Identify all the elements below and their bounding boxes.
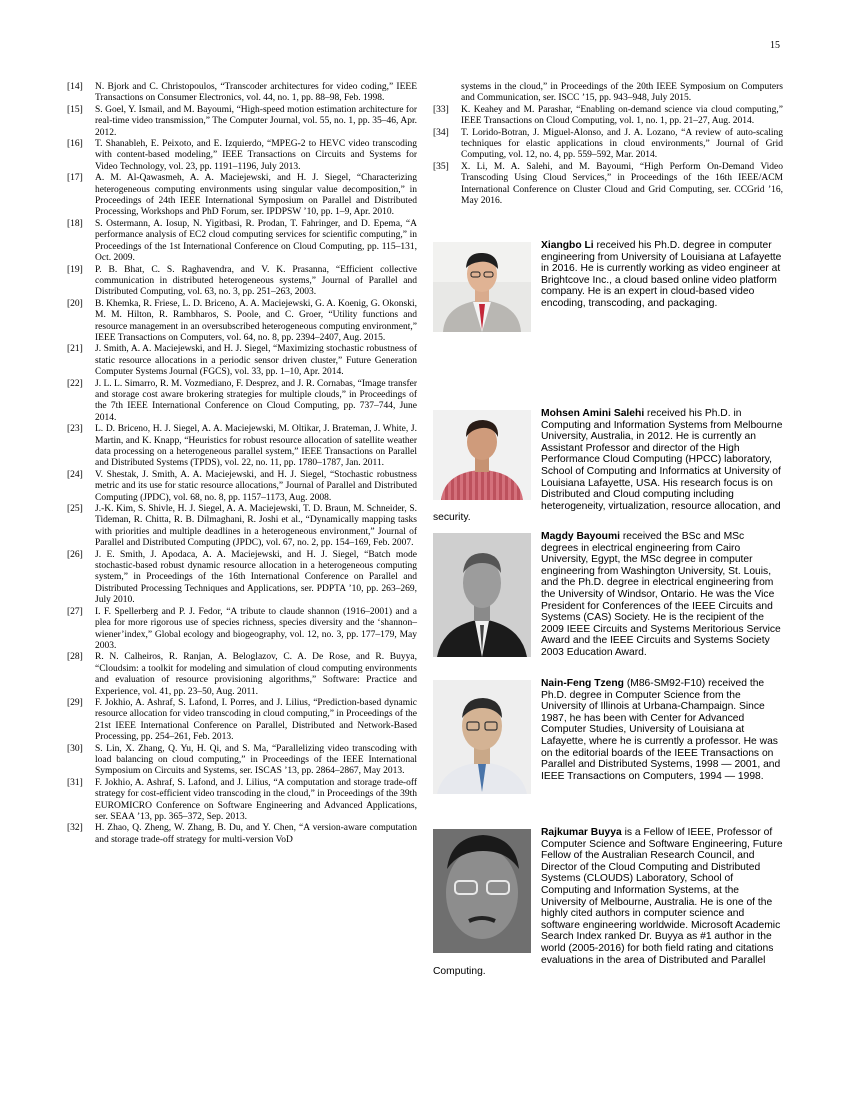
reference-number: [21]: [67, 344, 83, 355]
reference-item: [433, 162, 783, 208]
portrait-photo-icon: [433, 410, 531, 500]
reference-number: [20]: [67, 298, 83, 309]
reference-number: [34]: [433, 127, 449, 138]
author-bio-text: received his Ph.D. degree in computer engineering from University of Louisiana at Lafayette in 2016. He is currently working as video engineer at Brightcove Inc., a cloud based online video platform company. He is an expert in cloud-based video encoding, transcoding, and packaging.: [541, 240, 782, 309]
reference-text: F. Jokhio, A. Ashraf, S. Lafond, and J. Lilius, “A computation and storage trade-off strategy for cost-efficient video transcoding in the cloud,” in Proceedings of the 39th EUROMICRO Conference on Software Engineering and Advanced Applications, ser. SEAA ’13, pp. 365–372, Sep. 2013.: [95, 777, 417, 822]
reference-number: [27]: [67, 606, 83, 617]
portrait-photo-icon: [433, 680, 531, 794]
reference-item: [433, 128, 783, 162]
reference-number: [33]: [433, 104, 449, 115]
reference-text: S. Ostermann, A. Iosup, N. Yigitbasi, R. Prodan, T. Fahringer, and D. Epema, “A performance analysis of EC2 cloud computing services for scientific computing,” in Proceedings of the 1st International Conference on Cloud Computing, pp. 115–131, Oct. 2009.: [95, 218, 417, 264]
author-name: Xiangbo Li: [541, 240, 594, 251]
reference-item: [67, 105, 417, 139]
reference-number: [35]: [433, 161, 449, 172]
reference-item: [67, 219, 417, 265]
reference-item: [67, 778, 417, 824]
reference-text: J. L. L. Simarro, R. M. Vozmediano, F. Desprez, and J. R. Cornabas, “Image transfer and storage cost aware brokering strategies for multiple clouds,” in Proceedings of the 7th IEEE International Conference on Cloud Computing, pp. 737–744, June 2014.: [95, 378, 417, 423]
reference-text: A. M. Al-Qawasmeh, A. A. Maciejewski, and H. J. Siegel, “Characterizing heterogeneous computing environments using singular value decomposition,” in Proceedings of 24th IEEE International Symposium on Parallel and Distributed Processing, Workshops and PhD Forum, ser. IPDPSW ’10, pp. 1–9, Apr. 2010.: [95, 173, 417, 218]
reference-number: [19]: [67, 264, 83, 275]
reference-text: N. Bjork and C. Christopoulos, “Transcoder architectures for video coding,” IEEE Transactions on Consumer Electronics, vol. 44, no. 1, pp. 88–98, Feb. 1998.: [95, 82, 417, 104]
portrait-photo-icon: [433, 829, 531, 953]
reference-number: [24]: [67, 469, 83, 480]
reference-text: L. D. Briceno, H. J. Siegel, A. A. Maciejewski, M. Oltikar, J. Brateman, J. White, J. Martin, and K. Knapp, “Heuristics for robust resource allocation of satellite weather data processing on a heterogeneous parallel system,” IEEE Transactions on Parallel and Distributed Systems (TPDS), vol. 22, no. 11, pp. 1780–1787, Jan. 2011.: [95, 424, 417, 469]
author-bio-text: is a Fellow of IEEE, Professor of Computer Science and Software Engineering, Future Fellow of the Australian Research Council, and Director of the Cloud Computing and Distributed Systems (CLOUDS) Laboratory, School of Computing and Information Systems, at the University of Melbourne, Australia. He is one of the highly cited authors in computer science and software engineering worldwide. Microsoft Academic Search Index ranked Dr. Buyya as #1 author in the world (2005-2016) for both field rating and citations evaluations in the area of Distributed and Parallel Computing.: [433, 827, 783, 978]
reference-item: [67, 698, 417, 744]
author-bio: [433, 408, 783, 524]
reference-text: B. Khemka, R. Friese, L. D. Briceno, A. A. Maciejewski, G. A. Koenig, G. Okonski, M. M. Hilton, R. Rambharos, S. Poole, and C. Groer, “Utility functions and resource management in an oversubscribed heterogeneous computing environment,” IEEE Transactions on Computers, vol. 64, no. 8, pp. 2394–2407, Aug. 2015.: [95, 298, 417, 343]
reference-number: [17]: [67, 173, 83, 184]
reference-text: T. Lorido-Botran, J. Miguel-Alonso, and J. A. Lozano, “A review of auto-scaling techniques for elastic applications in cloud environments,” Journal of Grid Computing, vol. 12, no. 4, pp. 559–592, Mar. 2014.: [461, 127, 783, 161]
reference-text: I. F. Spellerberg and P. J. Fedor, “A tribute to claude shannon (1916–2001) and a plea for more rigorous use of species richness, species diversity and the ‘shannon–wiener’index,” Global ecology and biogeography, vol. 12, no. 3, pp. 177–179, May 2003.: [95, 606, 417, 651]
author-bio-text: received the BSc and MSc degrees in electrical engineering from Cairo University, Egypt, the MSc degree in computer engineering from Washington University, St. Louis, and the Ph.D. degree in electrical engineering from the University of Windsor, Ontario. He was the Vice President for Conferences of the IEEE Circuits and Systems (CAS) Society. He is the recipient of the 2009 IEEE Circuits and Systems Meritorious Service Award and the IEEE Circuits and Systems Society 2003 Education Award.: [541, 531, 781, 658]
reference-item: [67, 139, 417, 173]
reference-text: P. B. Bhat, C. S. Raghavendra, and V. K. Prasanna, “Efficient collective communication in distributed heterogeneous systems,” Journal of Parallel and Distributed Computing, vol. 63, no. 3, pp. 251–263, 2003.: [95, 264, 417, 298]
reference-number: [26]: [67, 549, 83, 560]
reference-number: [22]: [67, 378, 83, 389]
author-bio-text: received his Ph.D. in Computing and Information Systems from Melbourne University, Australia, in 2012. He is currently an Assistant Professor and director of the High Performance Cloud Computing (HPCC) laboratory, School of Computing and Informatics at University of Louisiana Lafayette, USA. His research focus is on Distributed and Cloud computing including heterogeneity, virtualization, resource allocation, and security.: [433, 408, 783, 524]
reference-number: [25]: [67, 504, 83, 515]
reference-item: [67, 379, 417, 425]
reference-continuation: systems in the cloud,” in Proceedings of the 20th IEEE Symposium on Computers and Communication, ser. ISCC ’15, pp. 943–948, July 2015.: [461, 82, 783, 104]
reference-text: S. Lin, X. Zhang, Q. Yu, H. Qi, and S. Ma, “Parallelizing video transcoding with load balancing on cloud computing,” in Proceedings of the IEEE International Symposium on Circuits and Systems, ser. ISCAS ’13, pp. 2864–2867, May 2013.: [95, 743, 417, 777]
portrait-photo-icon: [433, 829, 531, 953]
reference-number: [18]: [67, 218, 83, 229]
reference-text: T. Shanableh, E. Peixoto, and E. Izquierdo, “MPEG-2 to HEVC video transcoding with content-based modeling,” IEEE Transactions on Circuits and Systems for Video Technology, vol. 23, pp. 1191–1196, July 2013.: [95, 139, 417, 172]
reference-item: [67, 265, 417, 299]
author-bio: [433, 827, 783, 978]
reference-text: V. Shestak, J. Smith, A. A. Maciejewski, and H. J. Siegel, “Stochastic robustness metric and its use for static resource allocations,” Journal of Parallel and Distributed Computing (JPDC), vol. 68, no. 8, pp. 1157–1173, Aug. 2008.: [95, 469, 417, 503]
portrait-photo-icon: [433, 242, 531, 332]
reference-number: [32]: [67, 823, 83, 834]
author-name: Nain-Feng Tzeng: [541, 678, 624, 689]
reference-number: [29]: [67, 697, 83, 708]
author-bio-text: (M86-SM92-F10) received the Ph.D. degree in Computer Science from the University of Illinois at Urbana-Champaign. Since 1987, he has been with Center for Advanced Computer Studies, University of Louisiana at Lafayette, where he is currently a professor. He was on the editorial boards of the IEEE Transactions on Parallel and Distributed Systems, 1998 — 2001, and IEEE Transactions on Computers, 1994 — 1998.: [541, 678, 781, 782]
reference-number: [14]: [67, 82, 83, 92]
reference-text: R. N. Calheiros, R. Ranjan, A. Beloglazov, C. A. De Rose, and R. Buyya, “Cloudsim: a toolkit for modeling and simulation of cloud computing environments and evaluation of resource provisioning algorithms,” Software: Practice and Experience, vol. 41, pp. 23–50, Aug. 2011.: [95, 652, 417, 697]
portrait-photo-icon: [433, 410, 531, 500]
author-bio: [433, 678, 783, 796]
reference-item: [433, 105, 783, 128]
reference-text: F. Jokhio, A. Ashraf, S. Lafond, I. Porres, and J. Lilius, “Prediction-based dynamic resource allocation for video transcoding in cloud computing,” in Proceedings of the 21st IEEE International Conference on Parallel, Distributed and Network-Based Processing, pp. 254–261, Feb. 2013.: [95, 697, 417, 743]
reference-item: [67, 652, 417, 698]
portrait-photo-icon: [433, 680, 531, 794]
reference-item: [67, 504, 417, 550]
reference-number: [16]: [67, 139, 83, 150]
reference-number: [23]: [67, 424, 83, 435]
reference-item: [67, 344, 417, 378]
reference-text: J. E. Smith, J. Apodaca, A. A. Maciejewski, and H. J. Siegel, “Batch mode stochastic-based robust dynamic resource allocation in a heterogeneous computing system,” in Proceedings of the 16th International Conference on Parallel and Distributed Processing Techniques and Applications, ser. PDPTA ’10, pp. 263–269, July 2010.: [95, 549, 417, 606]
reference-number: [28]: [67, 652, 83, 663]
reference-text: X. Li, M. A. Salehi, and M. Bayoumi, “High Perform On-Demand Video Transcoding Using Cloud Services,” in Proceedings of the 16th IEEE/ACM International Conference on Cluster Cloud and Grid Computing, ser. CCGrid ’16, May 2016.: [461, 161, 783, 207]
author-bio: [433, 531, 783, 659]
reference-item: [67, 823, 417, 846]
author-name: Magdy Bayoumi: [541, 531, 620, 542]
author-bio: [433, 240, 783, 334]
page-number: 15: [770, 40, 780, 51]
references-left-column: [67, 82, 417, 846]
reference-item: [67, 744, 417, 778]
author-name: Mohsen Amini Salehi: [541, 408, 645, 419]
reference-text: K. Keahey and M. Parashar, “Enabling on-demand science via cloud computing,” IEEE Transactions on Cloud Computing, vol. 1, no. 1, pp. 21–27, Aug. 2014.: [461, 104, 783, 127]
reference-number: [30]: [67, 743, 83, 754]
reference-text: J.-K. Kim, S. Shivle, H. J. Siegel, A. A. Maciejewski, T. D. Braun, M. Schneider, S. Tideman, R. Chitta, R. B. Dilmaghani, R. Joshi et al., “Dynamically mapping tasks with priorities and multiple deadlines in a heterogeneous environment,” Journal of Parallel and Distributed Computing (JPDC), vol. 67, no. 2, pp. 154–169, Feb. 2007.: [95, 504, 417, 549]
reference-number: [31]: [67, 777, 83, 788]
reference-item: [67, 470, 417, 504]
reference-item: [67, 424, 417, 470]
reference-text: S. Goel, Y. Ismail, and M. Bayoumi, “High-speed motion estimation architecture for real-time video transmission,” The Computer Journal, vol. 55, no. 1, pp. 35–46, Apr. 2012.: [95, 104, 417, 138]
reference-item: [67, 299, 417, 345]
portrait-photo-icon: [433, 533, 531, 657]
reference-text: H. Zhao, Q. Zheng, W. Zhang, B. Du, and Y. Chen, “A version-aware computation and storage trade-off strategy for multi-version VoD: [95, 823, 417, 845]
reference-item: [67, 82, 417, 105]
references-right-column: [433, 82, 783, 207]
reference-item: [67, 607, 417, 653]
portrait-photo-icon: [433, 242, 531, 332]
portrait-photo-icon: [433, 533, 531, 657]
reference-number: [15]: [67, 104, 83, 115]
author-name: Rajkumar Buyya: [541, 827, 622, 838]
reference-item: [67, 173, 417, 219]
reference-item: [67, 550, 417, 607]
reference-text: J. Smith, A. A. Maciejewski, and H. J. Siegel, “Maximizing stochastic robustness of static resource allocations in a periodic sensor driven cluster,” Future Generation Computer Systems Journal (FGCS), vol. 33, pp. 1–10, Apr. 2014.: [95, 344, 417, 378]
